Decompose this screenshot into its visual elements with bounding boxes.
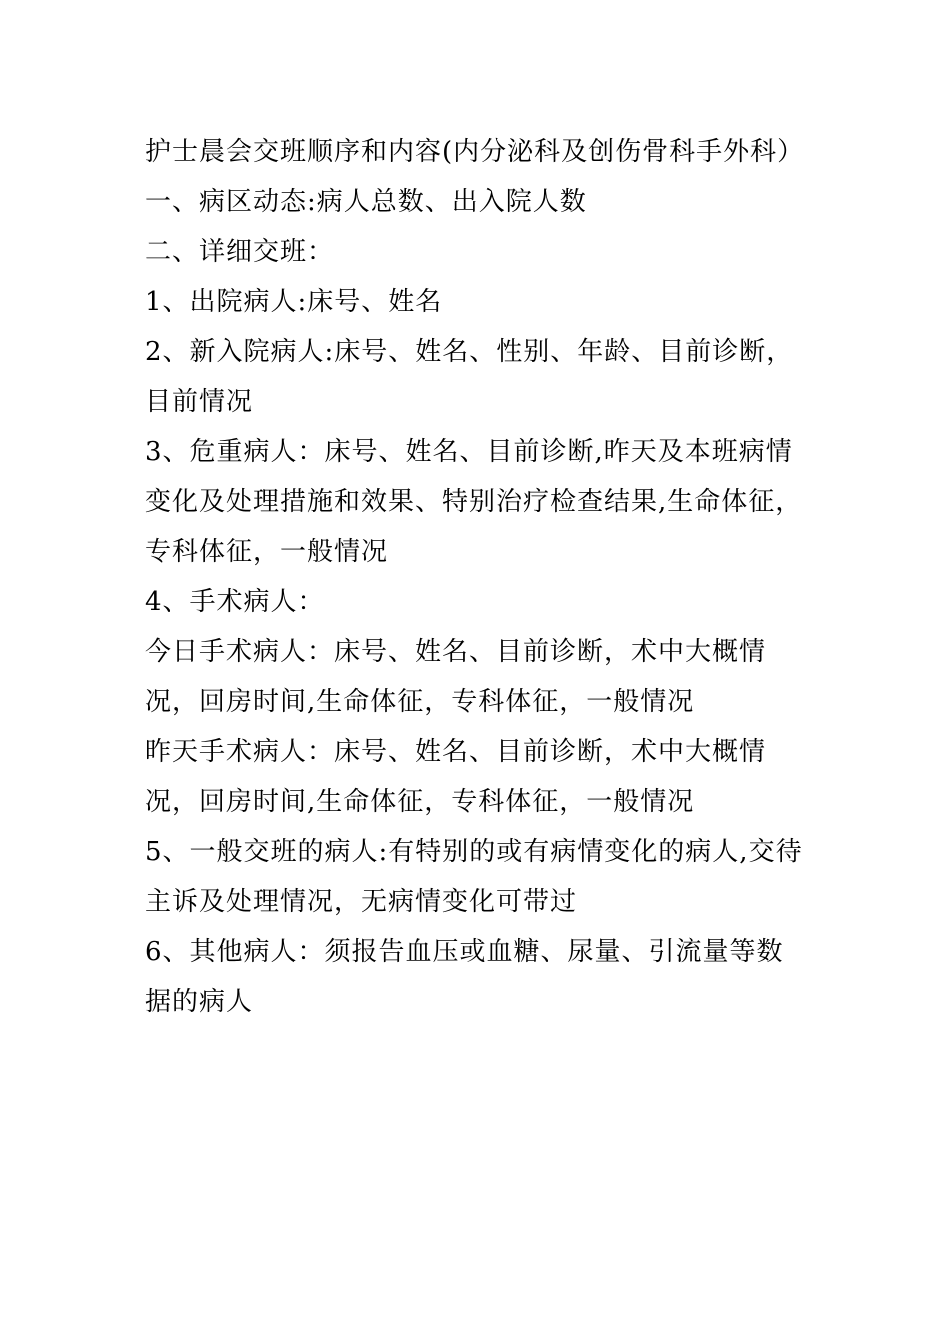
document-line-today-surgery: 今日手术病人：床号、姓名、目前诊断，术中大概情况，回房时间,生命体征，专科体征，一般情况: [145, 637, 767, 717]
document-body: [145, 127, 810, 1027]
document-line-detailed-handover: 二、详细交班：: [145, 237, 335, 267]
document-line-new-admissions: 2、新入院病人:床号、姓名、性别、年龄、目前诊断，目前情况: [145, 337, 794, 417]
document-line-general-handover: 5、一般交班的病人:有特别的或有病情变化的病人,交待主诉及处理情况，无病情变化可带过: [145, 837, 803, 917]
document-line-other-patients: 6、其他病人：须报告血压或血糖、尿量、引流量等数据的病人: [145, 937, 784, 1017]
document-line-surgical-patients: 4、手术病人：: [145, 587, 325, 617]
document-title: 护士晨会交班顺序和内容(内分泌科及创伤骨科手外科）: [145, 137, 805, 167]
document-line-critical-patients: 3、危重病人：床号、姓名、目前诊断,昨天及本班病情变化及处理措施和效果、特别治疗检查结果,生命体征，专科体征，一般情况: [145, 437, 803, 567]
document-line-yesterday-surgery: 昨天手术病人：床号、姓名、目前诊断，术中大概情况，回房时间,生命体征，专科体征，一般情况: [145, 737, 767, 817]
document-line-discharged-patients: 1、出院病人:床号、姓名: [145, 287, 443, 317]
document-line-ward-status: 一、病区动态:病人总数、出入院人数: [145, 187, 587, 217]
